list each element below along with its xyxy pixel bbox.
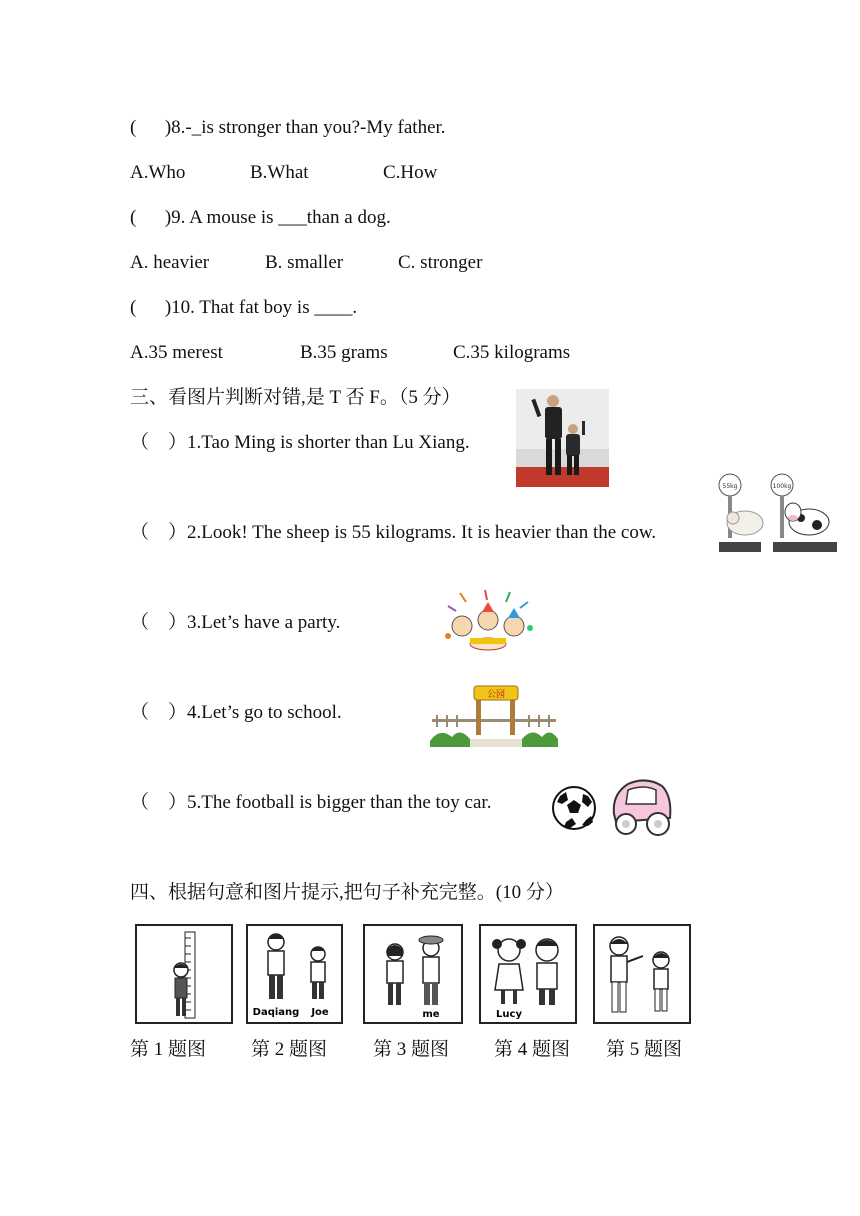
scale-label-sheep: 55kg xyxy=(722,483,738,490)
two-boys-pointing-icon xyxy=(595,926,689,1022)
q9-option-c: C. stronger xyxy=(398,252,483,273)
q10-stem: ( )10. That fat boy is ____. xyxy=(130,297,358,318)
tf-item-2: （ ）2.Look! The sheep is 55 kilograms. It is heavier than the cow. xyxy=(130,522,657,543)
panel2-label-daqiang: Daqiang xyxy=(252,1007,300,1018)
caption-4: 第 4 题图 xyxy=(494,1039,571,1060)
tf-item-5: （ ）5.The football is bigger than the toy car. xyxy=(130,792,492,813)
scale-label-cow: 100kg xyxy=(772,483,792,490)
lucy-and-friend-icon xyxy=(481,926,575,1022)
picture-panel-4 xyxy=(479,924,577,1024)
tall-and-short-men-photo xyxy=(516,389,609,487)
caption-5: 第 5 题图 xyxy=(606,1039,683,1060)
height-chart-boy-icon xyxy=(137,926,231,1022)
football-and-toy-car-picture xyxy=(552,774,676,840)
q10-option-b: B.35 grams xyxy=(300,342,388,363)
panel2-label-joe: Joe xyxy=(311,1007,329,1018)
q8-stem: ( )8.-_is stronger than you?-My father. xyxy=(130,117,446,138)
caption-3: 第 3 题图 xyxy=(373,1039,450,1060)
q10-option-a: A.35 merest xyxy=(130,342,223,363)
caption-1: 第 1 题图 xyxy=(130,1039,207,1060)
q8-option-c: C.How xyxy=(383,162,438,183)
section4-heading: 四、根据句意和图片提示,把句子补充完整。(10 分） xyxy=(130,882,564,903)
daqiang-and-joe-icon xyxy=(248,926,341,1022)
q9-option-a: A. heavier xyxy=(130,252,210,273)
girl-and-me-icon xyxy=(365,926,461,1022)
tf-item-4: （ ）4.Let’s go to school. xyxy=(130,702,342,723)
section3-heading: 三、看图片判断对错,是 T 否 F。（5 分） xyxy=(130,387,461,408)
picture-panel-3 xyxy=(363,924,463,1024)
q8-option-b: B.What xyxy=(250,162,309,183)
q10-option-c: C.35 kilograms xyxy=(453,342,571,363)
tf-item-3: （ ）3.Let’s have a party. xyxy=(130,612,341,633)
party-picture xyxy=(440,588,538,654)
q9-stem: ( )9. A mouse is ___than a dog. xyxy=(130,207,391,228)
q8-option-a: A.Who xyxy=(130,162,186,183)
picture-panel-1 xyxy=(135,924,233,1024)
park-sign-text: 公园 xyxy=(486,690,506,700)
panel3-label-me: me xyxy=(422,1009,440,1020)
tf-item-1: （ ）1.Tao Ming is shorter than Lu Xiang. xyxy=(130,432,470,453)
caption-2: 第 2 题图 xyxy=(251,1039,328,1060)
q9-option-b: B. smaller xyxy=(265,252,344,273)
picture-panel-2 xyxy=(246,924,343,1024)
panel4-label-lucy: Lucy xyxy=(496,1009,522,1020)
picture-panel-5 xyxy=(593,924,691,1024)
park-gate-picture xyxy=(430,681,558,747)
sheep-cow-scales-picture xyxy=(717,470,839,556)
